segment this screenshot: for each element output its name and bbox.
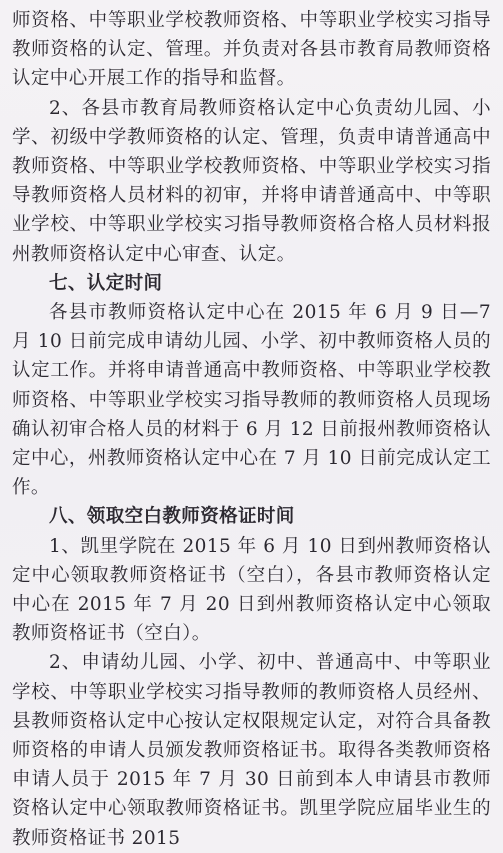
- paragraph-continued: 师资格、中等职业学校教师资格、中等职业学校实习指导教师资格的认定、管理。并负责对各县市教育局教师资格认定中心开展工作的指导和监督。: [12, 10, 491, 90]
- paragraph-collect-item-1: 1、凯里学院在 2015 年 6 月 10 日到州教师资格认定中心领取教师资格证书（空白），各县市教师资格认定中心在 2015 年 7 月 20 日到州教师资格认定中心领取教师资格证书（空白）。: [12, 535, 491, 645]
- paragraph-item-2: 2、各县市教育局教师资格认定中心负责幼儿园、小学、初级中学教师资格的认定、管理，负责申请普通高中教师资格、中等职业学校教师资格、中等职业学校实习指导教师资格人员材料的初审，并将申请普通高中、中等职业学校、中等职业学校实习指导教师资格合格人员材料报州教师资格认定中心审查、认定。: [12, 97, 491, 265]
- section-heading-7: 七、认定时间: [49, 272, 163, 294]
- paragraph-certification-time: 各县市教师资格认定中心在 2015 年 6 月 9 日—7 月 10 日前完成申请幼儿园、小学、初中教师资格人员的认定工作。并将申请普通高中教师资格、中等职业学校教师资格、中等职业学校实习指导教师的教师资格人员现场确认初审合格人员的材料于 6 月 12 日前报州教师资格认定中心，州教师资格认定中心在 7 月 10 日前完成认定工作。: [12, 302, 491, 499]
- paragraph-collect-item-2: 2、申请幼儿园、小学、初中、普通高中、中等职业学校、中等职业学校实习指导教师的教师资格人员经州、县教师资格认定中心按认定权限规定认定，对符合具备教师资格的申请人员颁发教师资格证书。取得各类教师资格申请人员于 2015 年 7 月 30 日前到本人申请县市教师资格认定中心领取教师资格证书。凯里学院应届毕业生的教师资格证书 2015: [12, 652, 491, 849]
- section-heading-8: 八、领取空白教师资格证时间: [49, 506, 295, 528]
